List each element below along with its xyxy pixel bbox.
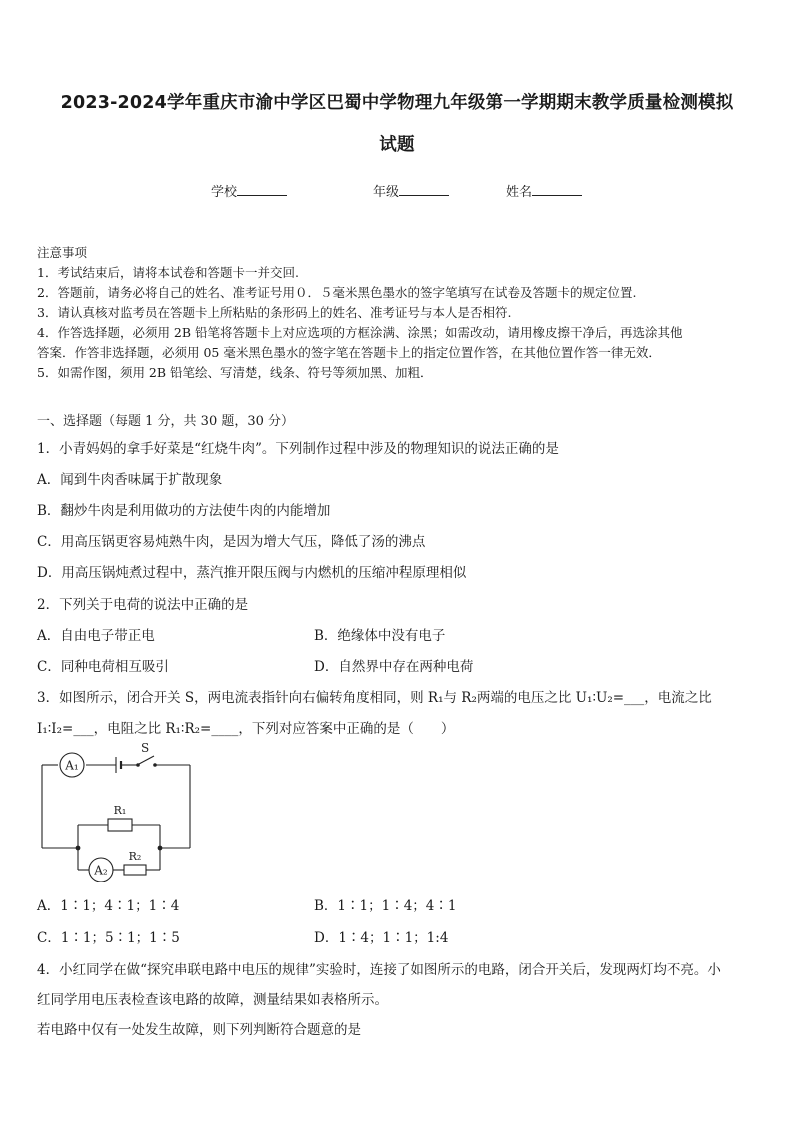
battery-symbol bbox=[116, 757, 129, 773]
ammeter-a2 bbox=[89, 858, 113, 882]
resistor-r2 bbox=[124, 850, 146, 875]
question-4-stem-line-1: 4．小红同学在做“探究串联电路中电压的规律”实验时，连接了如图所示的电路，闭合开关后，发现两灯均不亮。小 bbox=[37, 962, 721, 978]
junction-dot bbox=[158, 846, 163, 851]
resistor-r1 bbox=[108, 804, 132, 831]
question-1-option-a: A．闻到牛肉香味属于扩散现象 bbox=[37, 472, 223, 488]
notice-item: 5．如需作图，须用 2B 铅笔绘、写清楚，线条、符号等须加黑、加粗． bbox=[37, 365, 433, 380]
question-2-option-a: A．自由电子带正电 bbox=[37, 628, 155, 644]
question-3-option-d: D．1∶4；1∶1；1:4 bbox=[314, 930, 449, 946]
grade-field bbox=[373, 181, 449, 200]
question-3-option-a: A．1∶1；4∶1；1∶4 bbox=[37, 898, 180, 914]
school-label: 学校 bbox=[211, 185, 238, 200]
switch-s bbox=[136, 742, 157, 767]
question-3-option-c: C．1∶1；5∶1；1∶5 bbox=[37, 930, 180, 946]
question-1-option-b: B．翻炒牛肉是利用做功的方法使牛肉的内能增加 bbox=[37, 503, 331, 519]
name-blank bbox=[532, 183, 582, 196]
question-2-option-b: B．绝缘体中没有电子 bbox=[314, 628, 446, 644]
notice-item: 答案．作答非选择题，必须用 05 毫米黑色墨水的签字笔在答题卡上的指定位置作答，在其他位置作答一律无效． bbox=[37, 345, 661, 360]
resistor-r1-label: R₁ bbox=[113, 804, 127, 817]
question-3-stem-line-2: I₁∶I₂=___，电阻之比 R₁∶R₂=____，下列对应答案中正确的是（ ） bbox=[37, 721, 455, 737]
section-heading: 一、选择题（每题 1 分，共 30 题，30 分） bbox=[37, 414, 295, 429]
ammeter-a1 bbox=[60, 753, 84, 777]
question-1-option-c: C．用高压锅更容易炖熟牛肉，是因为增大气压，降低了汤的沸点 bbox=[37, 534, 426, 550]
school-field bbox=[211, 181, 287, 200]
question-2-option-d: D．自然界中存在两种电荷 bbox=[314, 659, 474, 675]
school-blank bbox=[237, 183, 287, 196]
notice-item: 2．答题前，请务必将自己的姓名、准考证号用０．５毫米黑色墨水的签字笔填写在试卷及答题卡的规定位置. bbox=[37, 285, 637, 300]
switch-s-label: S bbox=[141, 742, 150, 755]
question-3-stem-line-1: 3．如图所示，闭合开关 S，两电流表指针向右偏转角度相同，则 R₁与 R₂两端的电压之比 U₁∶U₂=___，电流之比 bbox=[37, 690, 712, 706]
notice-item: 1．考试结束后，请将本试卷和答题卡一并交回. bbox=[37, 265, 299, 280]
notice-item: 3．请认真核对监考员在答题卡上所粘贴的条形码上的姓名、准考证号与本人是否相符. bbox=[37, 305, 512, 320]
question-4-stem-line-2: 红同学用电压表检查该电路的故障，测量结果如表格所示。 bbox=[37, 992, 388, 1008]
question-4-stem-line-3: 若电路中仅有一处发生故障，则下列判断符合题意的是 bbox=[37, 1022, 361, 1038]
ammeter-a1-label: A₁ bbox=[65, 758, 79, 773]
ammeter-a2-label: A₂ bbox=[94, 863, 108, 878]
notice-block bbox=[37, 243, 759, 383]
question-2-option-c: C．同种电荷相互吸引 bbox=[37, 659, 169, 675]
question-2-stem: 2．下列关于电荷的说法中正确的是 bbox=[37, 597, 249, 613]
question-1-stem: 1．小青妈妈的拿手好菜是“红烧牛肉”。下列制作过程中涉及的物理知识的说法正确的是 bbox=[37, 441, 559, 457]
circuit-diagram bbox=[36, 742, 196, 882]
grade-blank bbox=[399, 183, 449, 196]
notice-heading: 注意事项 bbox=[37, 245, 88, 260]
name-label: 姓名 bbox=[506, 185, 533, 200]
grade-label: 年级 bbox=[373, 185, 400, 200]
notice-item: 4．作答选择题，必须用 2B 铅笔将答题卡上对应选项的方框涂满、涂黑；如需改动，请用橡皮擦干净后，再选涂其他 bbox=[37, 325, 683, 340]
exam-title-line-1: 2023-2024学年重庆市渝中学区巴蜀中学物理九年级第一学期期末教学质量检测模拟 bbox=[60, 93, 734, 113]
student-info-fields bbox=[0, 181, 794, 201]
junction-dot bbox=[76, 846, 81, 851]
question-3-option-b: B．1∶1；1∶4；4∶1 bbox=[314, 898, 457, 914]
resistor-r2-label: R₂ bbox=[128, 850, 142, 863]
exam-title-line-2: 试题 bbox=[379, 135, 415, 155]
name-field bbox=[506, 181, 582, 200]
question-1-option-d: D．用高压锅炖煮过程中，蒸汽推开限压阀与内燃机的压缩冲程原理相似 bbox=[37, 565, 467, 581]
